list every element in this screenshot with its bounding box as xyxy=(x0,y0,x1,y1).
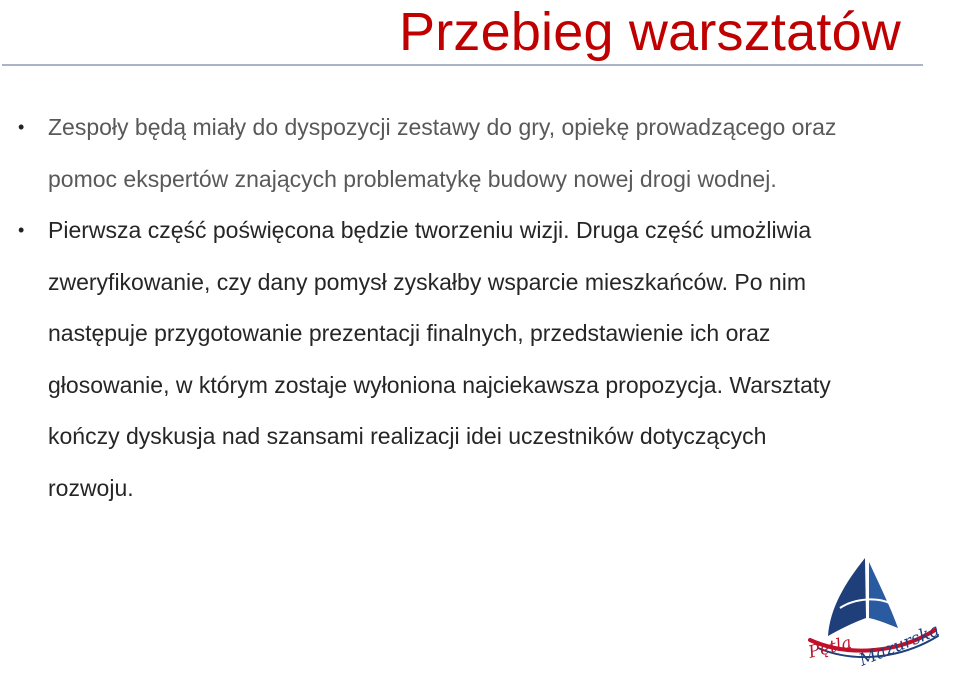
page-title: Przebieg warsztatów xyxy=(398,2,901,62)
sail-left-icon xyxy=(828,558,866,636)
petla-mazurska-logo xyxy=(770,548,955,673)
svg-text:Pętla: Pętla xyxy=(806,632,854,663)
bullet-dot-icon: • xyxy=(18,220,25,240)
bullet-dot-icon: • xyxy=(18,117,25,137)
sailboat-logo-icon xyxy=(770,548,955,673)
bullet-item xyxy=(18,205,858,514)
bullet-item xyxy=(18,102,858,205)
svg-text:Mazurska: Mazurska xyxy=(856,620,943,671)
bullet-list xyxy=(18,102,858,514)
title-divider xyxy=(2,64,923,66)
bullet-text: Pierwsza część poświęcona będzie tworzeniu wizji. Druga część umożliwia zweryfikowanie, czy dany pomysł zyskałby wsparcie mieszkańców. Po nim następuje przygotowanie prezentacji finalnych, przedstawienie ich oraz głosowanie, w którym zostaje wyłoniona najciekawsza propozycja. Warsztaty kończy dyskusja nad szansami realizacji idei uczestników dotyczących rozwoju. xyxy=(48,217,831,501)
sail-right-icon xyxy=(869,562,898,628)
bullet-text: Zespoły będą miały do dyspozycji zestawy do gry, opiekę prowadzącego oraz pomoc ekspertów znających problematykę budowy nowej drogi wodnej. xyxy=(48,114,837,192)
